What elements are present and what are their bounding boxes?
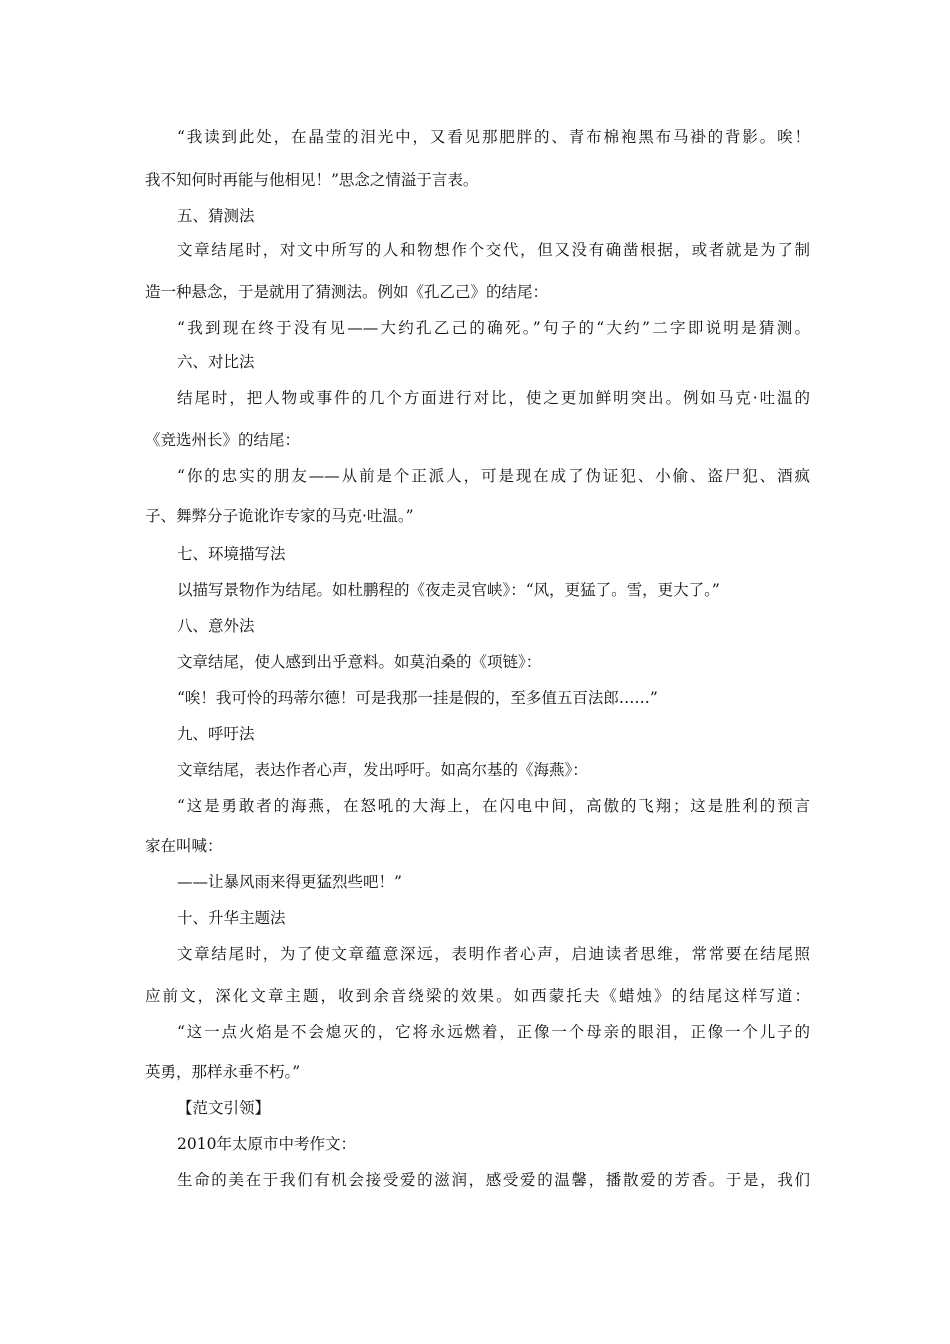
section-heading: 十、升华主题法 xyxy=(177,909,286,927)
text-line: 生命的美在于我们有机会接受爱的滋润，感受爱的温馨，播散爱的芳香。于是，我们 xyxy=(177,1171,810,1189)
text-line: 造一种悬念，于是就用了猜测法。例如《孔乙己》的结尾： xyxy=(145,283,549,301)
text-line: 文章结尾时，为了使文章蕴意深远，表明作者心声，启迪读者思维，常常要在结尾照 xyxy=(177,945,810,963)
text-line: 《竞选州长》的结尾： xyxy=(145,431,301,449)
text-line: 我不知何时再能与他相见！”思念之情溢于言表。 xyxy=(145,171,479,189)
text-line: “唉！我可怜的玛蒂尔德！可是我那一挂是假的，至多值五百法郎……” xyxy=(177,689,658,707)
text-line: 文章结尾，表达作者心声，发出呼吁。如高尔基的《海燕》： xyxy=(177,761,588,779)
text-line: ——让暴风雨来得更猛烈些吧！” xyxy=(177,873,402,891)
text-line: “这一点火焰是不会熄灭的，它将永远燃着，正像一个母亲的眼泪，正像一个儿子的 xyxy=(177,1023,810,1041)
text-line: 文章结尾，使人感到出乎意料。如莫泊桑的《项链》： xyxy=(177,653,542,671)
text-line: 子、舞弊分子诡讹诈专家的马克·吐温。” xyxy=(145,507,414,525)
text-line: “你的忠实的朋友——从前是个正派人，可是现在成了伪证犯、小偷、盗尸犯、酒疯 xyxy=(177,467,810,485)
text-line: “这是勇敢者的海燕，在怒吼的大海上，在闪电中间，高傲的飞翔；这是胜利的预言 xyxy=(177,797,810,815)
text-line: 文章结尾时，对文中所写的人和物想作个交代，但又没有确凿根据，或者就是为了制 xyxy=(177,241,810,259)
text-line: 2010年太原市中考作文： xyxy=(177,1135,356,1153)
text-line: 以描写景物作为结尾。如杜鹏程的《夜走灵官峡》：“风，更猛了。雪，更大了。” xyxy=(177,581,720,599)
section-heading: 八、意外法 xyxy=(177,617,255,635)
section-heading: 七、环境描写法 xyxy=(177,545,286,563)
text-line: 结尾时，把人物或事件的几个方面进行对比，使之更加鲜明突出。例如马克·吐温的 xyxy=(177,389,810,407)
text-line: “我到现在终于没有见——大约孔乙己的确死。”句子的“大约”二字即说明是猜测。 xyxy=(177,319,810,337)
section-heading: 六、对比法 xyxy=(177,353,255,371)
text-line: 家在叫喊： xyxy=(145,837,223,855)
section-heading: 五、猜测法 xyxy=(177,207,255,225)
text-line: 英勇，那样永垂不朽。” xyxy=(145,1063,301,1081)
section-heading: 【范文引领】 xyxy=(177,1099,271,1117)
text-line: “我读到此处，在晶莹的泪光中，又看见那肥胖的、青布棉袍黑布马褂的背影。唉！ xyxy=(177,128,810,146)
text-line: 应前文，深化文章主题，收到余音绕梁的效果。如西蒙托夫《蜡烛》的结尾这样写道： xyxy=(145,987,810,1005)
section-heading: 九、呼吁法 xyxy=(177,725,255,743)
